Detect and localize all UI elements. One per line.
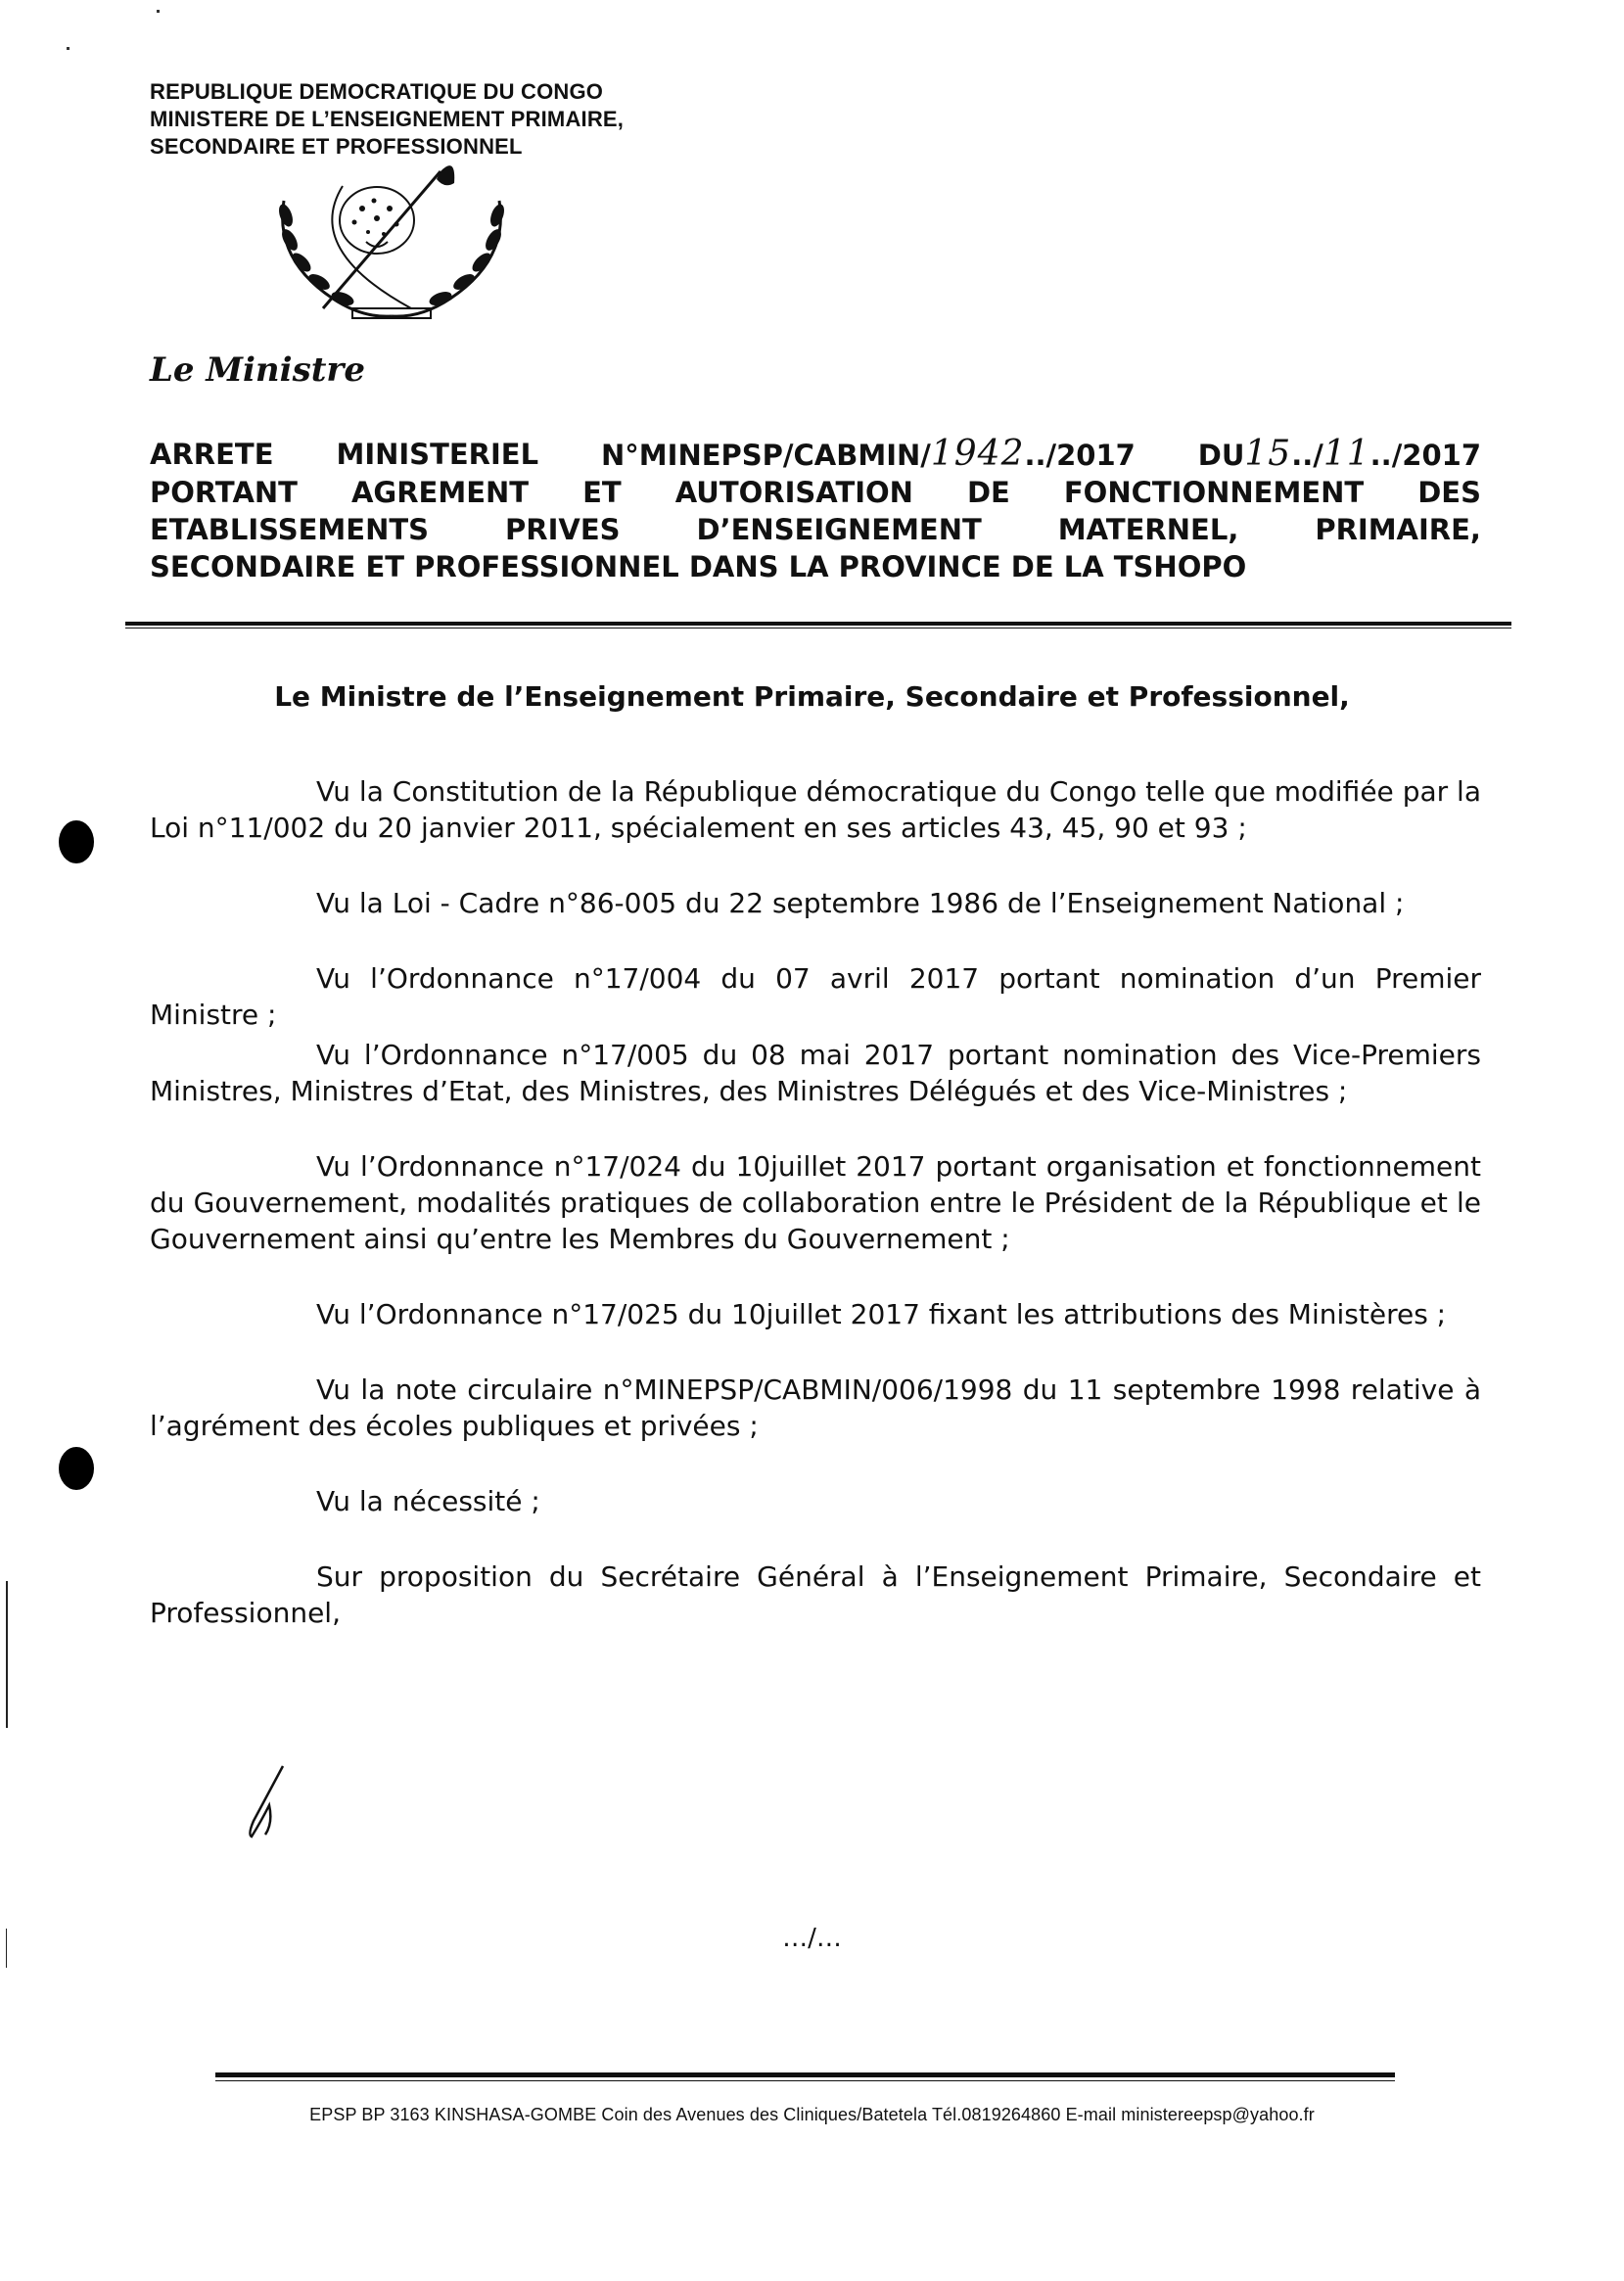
handwritten-month: 11 [1322,434,1370,474]
preamble [150,773,1481,1631]
punch-hole-mark [59,1447,94,1490]
decree-title-line-2 [150,474,1481,511]
handwritten-decree-number: 1942 [930,434,1025,474]
letterhead-line-republic: REPUBLIQUE DEMOCRATIQUE DU CONGO [150,79,604,104]
paragraph-text: Vu la Constitution de la République démocratique du Congo telle que modifiée par la Loi n°11/002 du 20 janvier 2011, spécialement en ses articles 43, 45, 90 et 93 ; [150,775,1481,844]
preamble-paragraph-ordonnance-024 [150,1148,1481,1257]
decree-word: DES [1417,476,1481,509]
letterhead-line-sector: SECONDAIRE ET PROFESSIONNEL [150,134,523,159]
decree-word: PRIMAIRE, [1315,513,1481,546]
preamble-paragraph-ordonnance-004 [150,960,1481,1033]
decree-date-year: ../2017 [1369,439,1481,472]
decree-word: AGREMENT [350,476,530,509]
decree-title-line-3 [150,511,1481,548]
handwritten-day: 15 [1244,434,1292,474]
paragraph-text: Vu la nécessité ; [316,1485,540,1517]
decree-word: ETABLISSEMENTS [150,513,430,546]
handwritten-initial-icon [240,1762,289,1840]
preamble-paragraph-constitution [150,773,1481,846]
paragraph-text: Vu la Loi - Cadre n°86-005 du 22 septembre 1986 de l’Enseignement National ; [316,887,1405,919]
letterhead-line-ministry: MINISTERE DE L’ENSEIGNEMENT PRIMAIRE, [150,107,625,131]
decree-word: PORTANT [150,476,298,509]
paragraph-text: Vu l’Ordonnance n°17/024 du 10juillet 2017 portant organisation et fonctionnement du Gouvernement, modalités pratiques de collaboration entre le Président de la République et le Gouvernement ainsi qu’entre les Membres du Gouvernement ; [150,1150,1481,1255]
decree-word: FONCTIONNEMENT [1063,476,1365,509]
decree-word: MINISTERIEL [336,438,539,471]
decree-word: PRIVES [505,513,621,546]
preamble-paragraph-ordonnance-005 [150,1037,1481,1109]
footer-address: EPSP BP 3163 KINSHASA-GOMBE Coin des Avenues des Cliniques/Batetela Tél.0819264860 E-mail ministereepsp@yahoo.fr [309,2105,1315,2124]
scan-edge-line [6,1581,8,1728]
decree-reference: N°MINEPSP/CABMIN/ [601,439,931,472]
paragraph-text: Sur proposition du Secrétaire Général à l’Enseignement Primaire, Secondaire et Professionnel, [150,1560,1481,1629]
paragraph-text: Vu l’Ordonnance n°17/004 du 07 avril 2017 portant nomination d’un Premier Ministre ; [150,962,1481,1031]
decree-title-line-4: SECONDAIRE ET PROFESSIONNEL DANS LA PROVINCE DE LA TSHOPO [150,550,1247,583]
decree-word: D’ENSEIGNEMENT [696,513,982,546]
preamble-paragraph-note-circulaire [150,1372,1481,1444]
decree-word: DE [966,476,1010,509]
paragraph-text: Vu l’Ordonnance n°17/005 du 08 mai 2017 portant nomination des Vice-Premiers Ministres, Ministres d’Etat, des Ministres, des Ministres Délégués et des Vice-Ministres ; [150,1039,1481,1107]
decree-word: MATERNEL, [1057,513,1239,546]
decree-word: ARRETE [150,438,274,471]
decree-word: ET [582,476,622,509]
paragraph-text: Vu l’Ordonnance n°17/025 du 10juillet 2017 fixant les attributions des Ministères ; [316,1298,1447,1330]
decree-date-prefix: DU [1197,439,1245,472]
preamble-paragraph-necessite [150,1483,1481,1519]
punch-hole-mark [59,820,94,863]
title-divider [125,622,1511,626]
preamble-paragraph-proposition [150,1559,1481,1631]
paragraph-text: Vu la note circulaire n°MINEPSP/CABMIN/006/1998 du 11 septembre 1998 relative à l’agrément des écoles publiques et privées ; [150,1373,1481,1442]
footer-divider-thin [215,2080,1395,2081]
decree-date-separator: ../ [1291,439,1323,472]
minister-heading: Le Ministre de l’Enseignement Primaire, Secondaire et Professionnel, [274,680,1350,713]
page-continuation: …/… [782,1924,842,1953]
decree-title-line-1 [150,436,1481,474]
scan-speck [157,10,160,13]
decree-word: AUTORISATION [674,476,913,509]
letterhead [150,78,624,161]
preamble-paragraph-loi-cadre [150,885,1481,921]
decree-date [1198,436,1481,474]
decree-title [150,436,1481,585]
decree-year: ../2017 [1024,439,1136,472]
decree-number [601,436,1136,474]
minister-title: Le Ministre [150,350,365,390]
scan-speck [67,47,70,50]
preamble-paragraph-ordonnance-025 [150,1296,1481,1332]
footer-divider [215,2072,1395,2077]
leopard-coat-of-arms-icon [264,162,519,328]
